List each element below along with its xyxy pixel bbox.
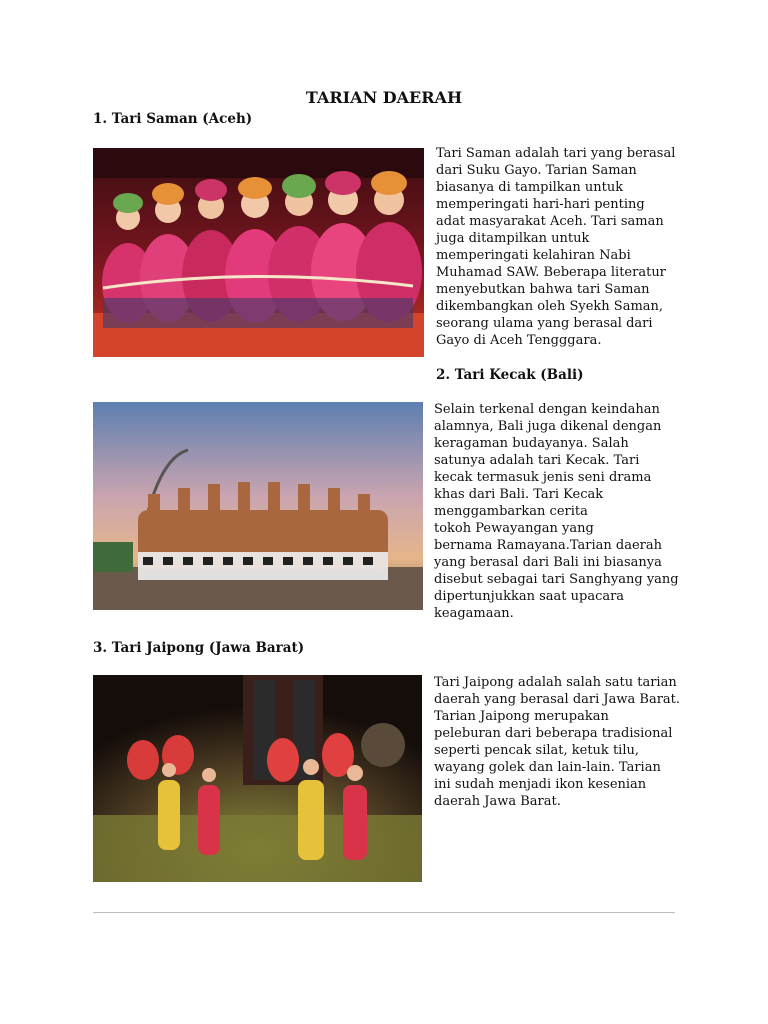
jaipong-dance-photo xyxy=(93,675,422,882)
saman-dance-photo xyxy=(93,148,424,357)
kecak-dance-photo xyxy=(93,402,423,610)
section-paragraph-kecak: Selain terkenal dengan keindahan alamnya, Bali juga dikenal dengan keragaman budayanya. Salah satunya adalah tari Kecak. Tari kecak termasuk jenis seni drama khas dari Bali. Tari Kecak menggambarkan cerita tokoh Pewayangan yang bernama Ramayana.Tarian daerah yang berasal dari Bali ini biasanya disebut sebagai tari Sanghyang yang dipertunjukkan saat upacara keagamaan. xyxy=(434,402,679,621)
bottom-divider xyxy=(93,912,675,913)
section-heading-kecak: 2. Tari Kecak (Bali) xyxy=(436,367,584,383)
section-paragraph-jaipong: Tari Jaipong adalah salah satu tarian daerah yang berasal dari Jawa Barat. Tarian Jaipong merupakan peleburan dari beberapa tradisional seperti pencak silat, ketuk tilu, wayang golek dan lain-lain. Tarian ini sudah menjadi ikon kesenian daerah Jawa Barat. xyxy=(434,675,681,809)
section-paragraph-saman: Tari Saman adalah tari yang berasal dari Suku Gayo. Tarian Saman biasanya di tampilkan untuk memperingati hari-hari penting adat masyarakat Aceh. Tari saman juga ditampilkan untuk memperingati kelahiran Nabi Muhamad SAW. Beberapa literatur menyebutkan bahwa tari Saman dikembangkan oleh Syekh Saman, seorang ulama yang berasal dari Gayo di Aceh Tengggara. xyxy=(436,146,676,348)
section-heading-saman: 1. Tari Saman (Aceh) xyxy=(93,111,253,127)
section-heading-jaipong: 3. Tari Jaipong (Jawa Barat) xyxy=(93,640,305,656)
page-title: TARIAN DAERAH xyxy=(305,88,463,107)
